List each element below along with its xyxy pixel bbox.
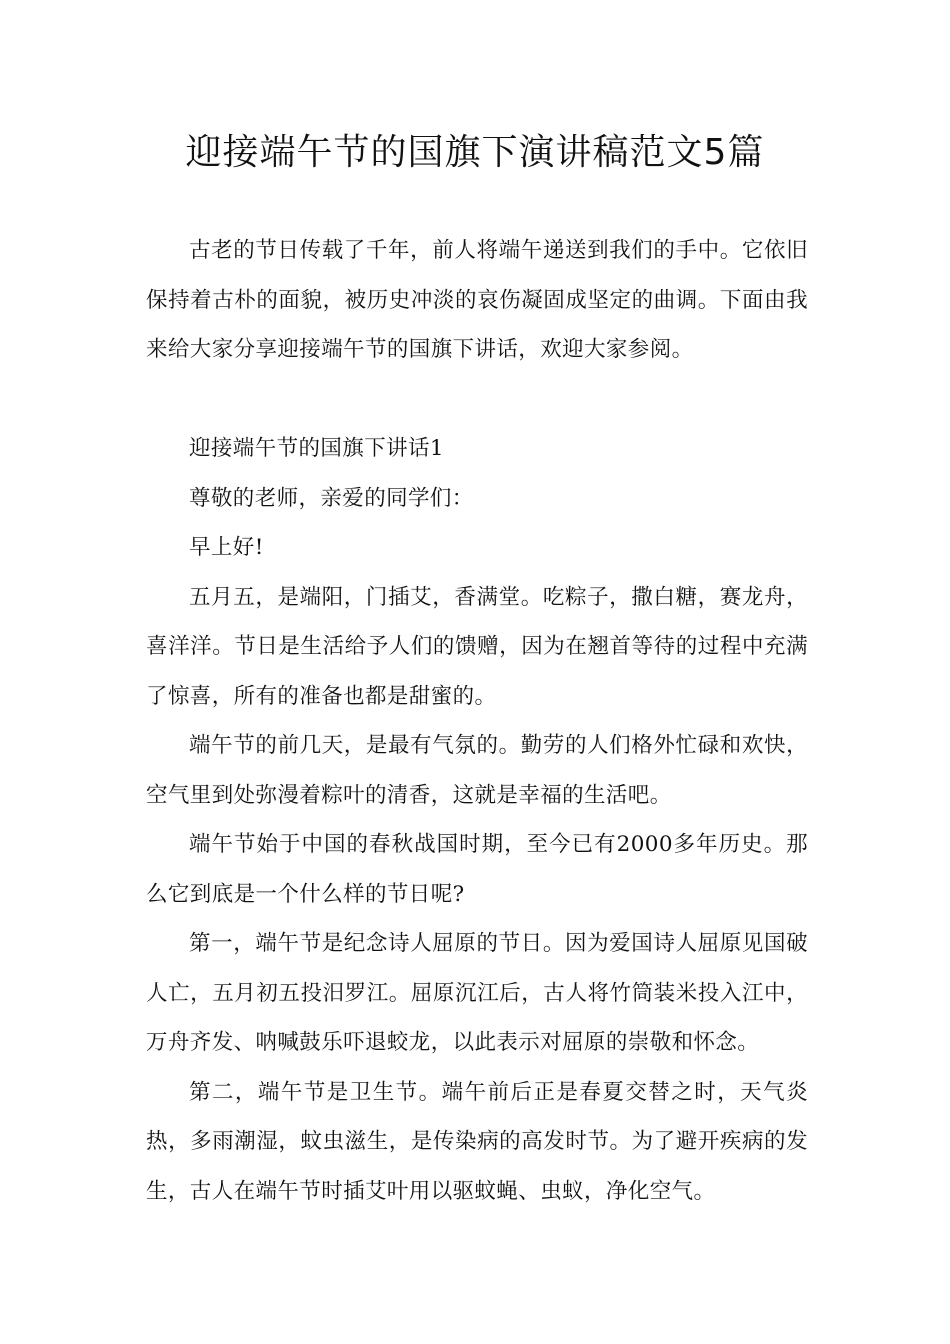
- document-body: [146, 226, 808, 1216]
- salutation: 尊敬的老师，亲爱的同学们：: [189, 485, 474, 511]
- body-paragraph: 第二，端午节是卫生节。端午前后正是春夏交替之时，天气炎热，多雨潮湿，蚊虫滋生，是传染病的高发时节。为了避开疾病的发生，古人在端午节时插艾叶用以驱蚊蝇、虫蚁，净化空气。: [146, 1079, 808, 1204]
- body-paragraph: 第一，端午节是纪念诗人屈原的节日。因为爱国诗人屈原见国破人亡，五月初五投汨罗江。屈原沉江后，古人将竹筒装米投入江中，万舟齐发、呐喊鼓乐吓退蛟龙，以此表示对屈原的崇敬和怀念。: [146, 931, 808, 1055]
- intro-paragraph: 古老的节日传载了千年，前人将端午递送到我们的手中。它依旧保持着古朴的面貌，被历史冲淡的哀伤凝固成坚定的曲调。下面由我来给大家分享迎接端午节的国旗下讲话，欢迎大家参阅。: [146, 238, 808, 362]
- document-title: 迎接端午节的国旗下演讲稿范文5篇: [185, 132, 765, 173]
- body-paragraph: 五月五，是端阳，门插艾，香满堂。吃粽子，撒白糖，赛龙舟，喜洋洋。节日是生活给予人们的馈赠，因为在翘首等待的过程中充满了惊喜，所有的准备也都是甜蜜的。: [146, 584, 808, 709]
- body-paragraph: 端午节始于中国的春秋战国时期，至今已有2000多年历史。那么它到底是一个什么样的节日呢?: [146, 832, 808, 907]
- section-heading: 迎接端午节的国旗下讲话1: [189, 436, 444, 461]
- body-paragraph: 端午节的前几天，是最有气氛的。勤劳的人们格外忙碌和欢快，空气里到处弥漫着粽叶的清香，这就是幸福的生活吧。: [146, 733, 808, 808]
- greeting: 早上好!: [189, 535, 264, 560]
- paragraph-spacer: [146, 375, 808, 425]
